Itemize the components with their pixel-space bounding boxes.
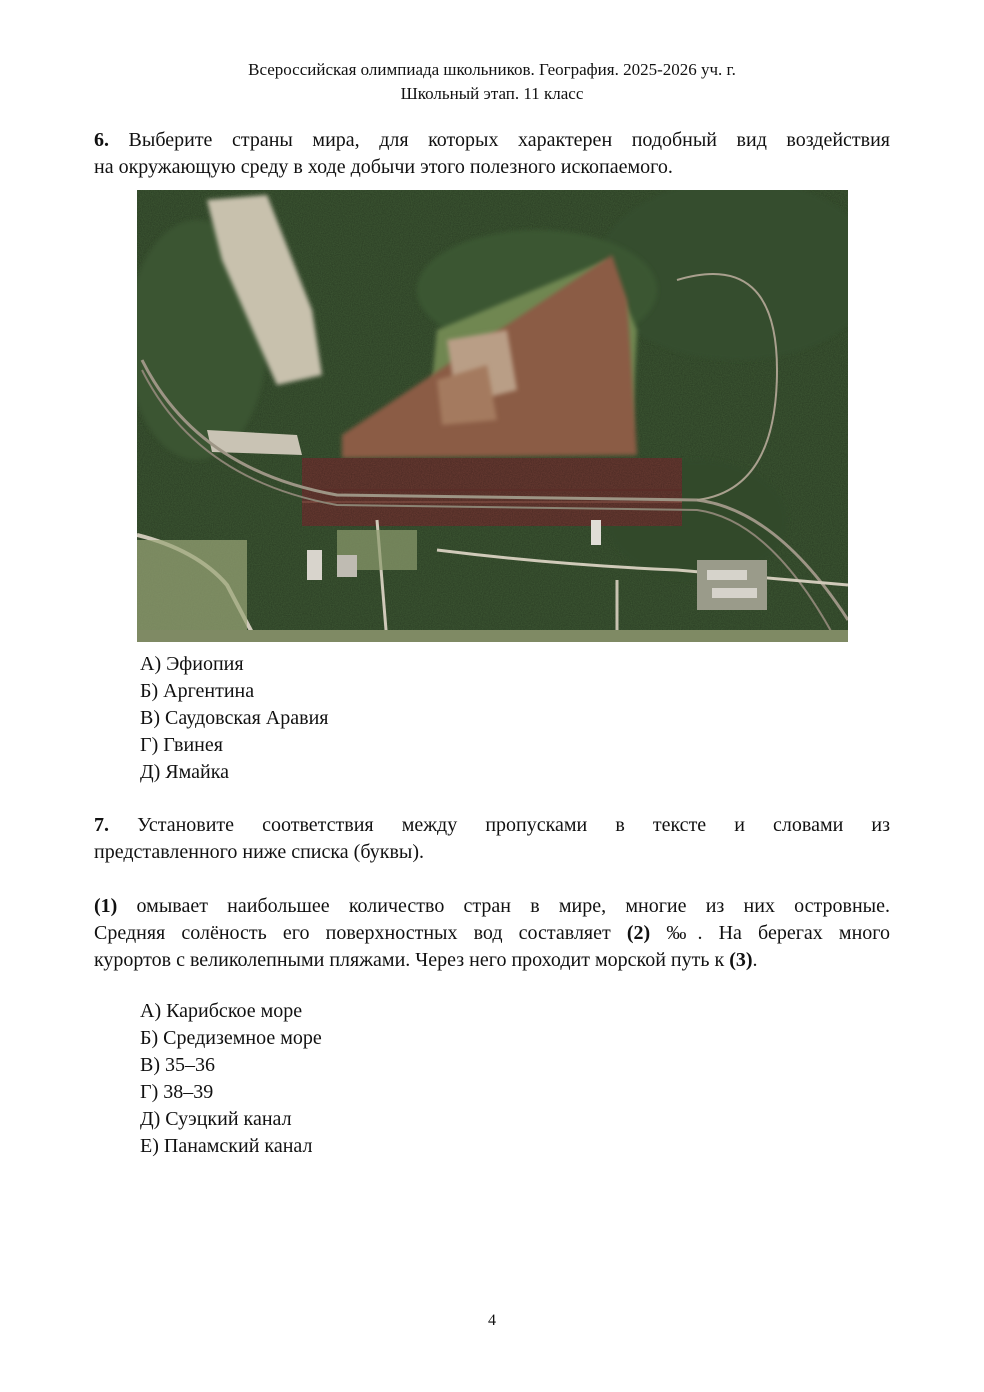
question-7-passage <box>94 893 890 974</box>
option-v: В) 35–36 <box>140 1054 215 1076</box>
blank-3: (3) <box>729 949 753 971</box>
option-a: А) Эфиопия <box>140 653 244 675</box>
passage-line-3: курортов с великолепными пляжами. Через него проходит морской путь к (3). <box>94 949 758 971</box>
page-number: 4 <box>488 1312 496 1329</box>
question-7-text <box>94 812 890 866</box>
option-g: Г) 38–39 <box>140 1081 214 1103</box>
question-6-options <box>140 651 328 786</box>
header-subtitle: Школьный этап. 11 класс <box>400 84 584 103</box>
question-7-line-1: 7. Установите соответствия между пропусками в тексте и словами из <box>94 814 890 836</box>
passage-line-2: Средняя солёность его поверхностных вод составляет (2) ‰. На берегах много <box>94 922 890 944</box>
blank-1: (1) <box>94 895 118 917</box>
option-a: А) Карибское море <box>140 1000 303 1022</box>
question-6-text <box>94 127 890 181</box>
question-6-line-1: 6. Выберите страны мира, для которых характерен подобный вид воздействия <box>94 129 890 151</box>
satellite-image <box>137 190 848 642</box>
question-6-line-2: на окружающую среду в ходе добычи этого полезного ископаемого. <box>94 156 673 178</box>
option-d: Д) Ямайка <box>140 761 230 783</box>
option-b: Б) Аргентина <box>140 680 255 702</box>
option-g: Г) Гвинея <box>140 734 223 756</box>
option-b: Б) Средиземное море <box>140 1027 322 1049</box>
question-6-number: 6. <box>94 129 109 151</box>
question-7-line-2: представленного ниже списка (буквы). <box>94 841 424 863</box>
satellite-photo <box>137 190 848 642</box>
page-header <box>0 58 984 106</box>
option-v: В) Саудовская Аравия <box>140 707 329 729</box>
option-e: Е) Панамский канал <box>140 1135 313 1157</box>
blank-2: (2) <box>626 922 651 944</box>
option-d: Д) Суэцкий канал <box>140 1108 292 1130</box>
header-title: Всероссийская олимпиада школьников. География. 2025-2026 уч. г. <box>248 60 736 79</box>
question-7-number: 7. <box>94 814 109 836</box>
passage-line-1: (1) омывает наибольшее количество стран в мире, многие из них островные. <box>94 895 890 917</box>
question-7-options <box>140 998 322 1160</box>
